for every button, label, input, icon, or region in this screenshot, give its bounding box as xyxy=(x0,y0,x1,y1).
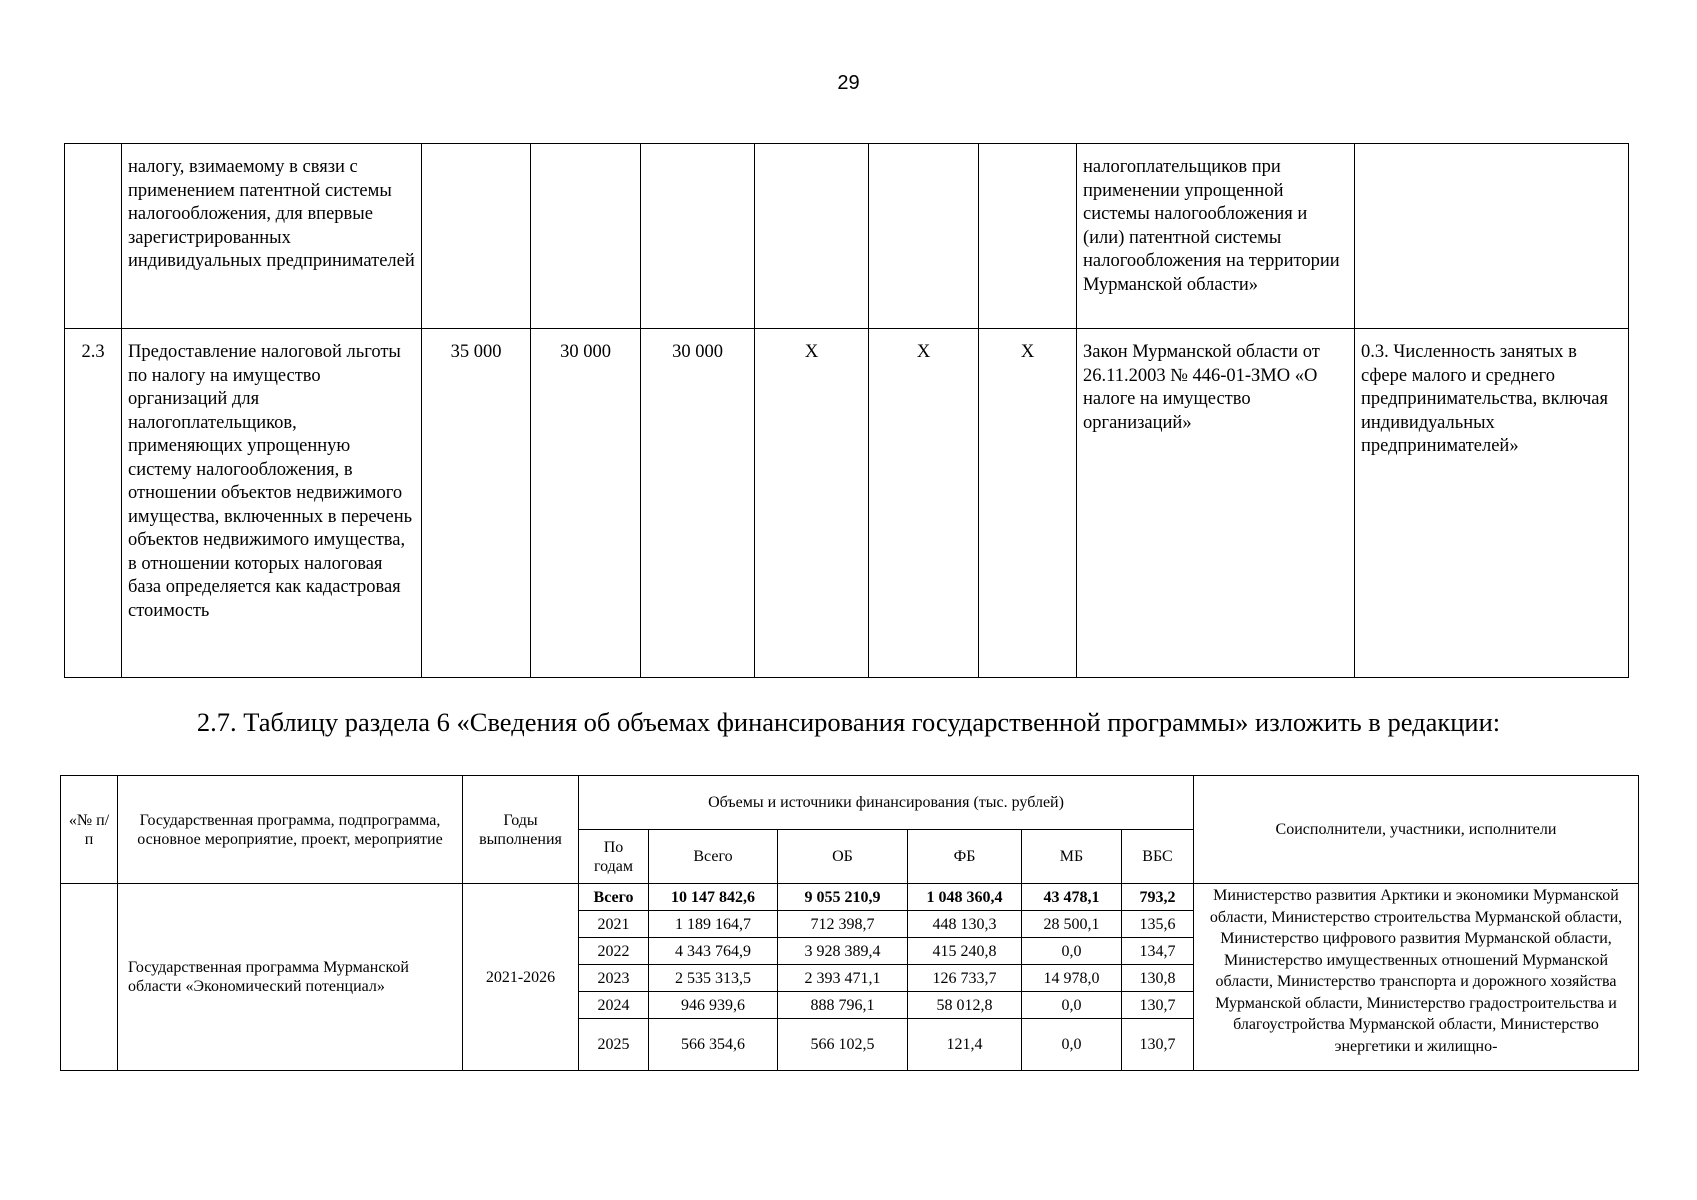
value-cell xyxy=(869,144,979,329)
total-cell: 2 535 313,5 xyxy=(649,965,778,992)
mb-cell: 0,0 xyxy=(1022,992,1122,1019)
header-fb: ФБ xyxy=(908,830,1022,884)
total-cell: 4 343 764,9 xyxy=(649,938,778,965)
value-cell xyxy=(755,144,869,329)
legal-basis: налогоплательщиков при применении упрощенной системы налогообложения и (или) патентной системы налогообложения на территории Мурманской области» xyxy=(1077,144,1355,329)
row-number xyxy=(65,144,122,329)
header-mb: МБ xyxy=(1022,830,1122,884)
value-cell xyxy=(531,144,641,329)
header-vbs: ВБС xyxy=(1122,830,1194,884)
table-row xyxy=(61,884,1639,911)
mb-cell: 43 478,1 xyxy=(1022,884,1122,911)
total-cell: 1 189 164,7 xyxy=(649,911,778,938)
legal-basis: Закон Мурманской области от 26.11.2003 № 446-01-ЗМО «О налоге на имущество организаций» xyxy=(1077,329,1355,678)
executors-list: Министерство развития Арктики и экономики Мурманской области, Министерство строительства Мурманской области, Министерство цифрового развития Мурманской области, Министерство имущественных отношений Мурманской области, Министерство транспорта и дорожного хозяйства Мурманской области, Министерство градостроительства и благоустройства Мурманской области, Министерство энергетики и жилищно- xyxy=(1194,884,1639,1071)
header-volumes: Объемы и источники финансирования (тыс. рублей) xyxy=(579,776,1194,830)
fb-cell: 448 130,3 xyxy=(908,911,1022,938)
row-number xyxy=(61,884,118,1071)
financing-table xyxy=(60,775,1639,1071)
header-num: «№ п/п xyxy=(61,776,118,884)
vbs-cell: 135,6 xyxy=(1122,911,1194,938)
value-cell: X xyxy=(979,329,1077,678)
year-cell: 2023 xyxy=(579,965,649,992)
value-cell: 30 000 xyxy=(531,329,641,678)
header-total: Всего xyxy=(649,830,778,884)
vbs-cell: 134,7 xyxy=(1122,938,1194,965)
total-cell: 946 939,6 xyxy=(649,992,778,1019)
year-cell: Всего xyxy=(579,884,649,911)
value-cell xyxy=(979,144,1077,329)
fb-cell: 58 012,8 xyxy=(908,992,1022,1019)
ob-cell: 2 393 471,1 xyxy=(778,965,908,992)
ob-cell: 888 796,1 xyxy=(778,992,908,1019)
table-row xyxy=(65,144,1629,329)
ob-cell: 712 398,7 xyxy=(778,911,908,938)
measure-description: налогу, взимаемому в связи с применением патентной системы налогообложения, для впервые зарегистрированных индивидуальных предпринимателей xyxy=(122,144,422,329)
program-name: Государственная программа Мурманской области «Экономический потенциал» xyxy=(118,884,463,1071)
row-number: 2.3 xyxy=(65,329,122,678)
vbs-cell: 130,8 xyxy=(1122,965,1194,992)
mb-cell: 14 978,0 xyxy=(1022,965,1122,992)
table-row xyxy=(65,329,1629,678)
value-cell: 35 000 xyxy=(422,329,531,678)
ob-cell: 3 928 389,4 xyxy=(778,938,908,965)
header-executors: Соисполнители, участники, исполнители xyxy=(1194,776,1639,884)
fb-cell: 1 048 360,4 xyxy=(908,884,1022,911)
header-row xyxy=(61,776,1639,830)
header-by-year: По годам xyxy=(579,830,649,884)
tax-benefits-table xyxy=(64,143,1629,678)
fb-cell: 126 733,7 xyxy=(908,965,1022,992)
header-ob: ОБ xyxy=(778,830,908,884)
page-number: 29 xyxy=(837,72,860,94)
year-cell: 2021 xyxy=(579,911,649,938)
mb-cell: 0,0 xyxy=(1022,938,1122,965)
target-indicator: 0.3. Численность занятых в сфере малого и среднего предпринимательства, включая индивидуальных предпринимателей» xyxy=(1355,329,1629,678)
section-heading: 2.7. Таблицу раздела 6 «Сведения об объемах финансирования государственной программы» изложить в редакции: xyxy=(196,707,1501,737)
measure-description: Предоставление налоговой льготы по налогу на имущество организаций для налогоплательщиков, применяющих упрощенную систему налогообложения, в отношении объектов недвижимого имущества, включенных в перечень объектов недвижимого имущества, в отношении которых налоговая база определяется как кадастровая стоимость xyxy=(122,329,422,678)
target-indicator xyxy=(1355,144,1629,329)
vbs-cell: 130,7 xyxy=(1122,1019,1194,1071)
mb-cell: 0,0 xyxy=(1022,1019,1122,1071)
value-cell: X xyxy=(755,329,869,678)
header-program: Государственная программа, подпрограмма, основное мероприятие, проект, мероприятие xyxy=(118,776,463,884)
value-cell: 30 000 xyxy=(641,329,755,678)
ob-cell: 9 055 210,9 xyxy=(778,884,908,911)
value-cell xyxy=(422,144,531,329)
vbs-cell: 130,7 xyxy=(1122,992,1194,1019)
header-years: Годы выполнения xyxy=(463,776,579,884)
fb-cell: 121,4 xyxy=(908,1019,1022,1071)
ob-cell: 566 102,5 xyxy=(778,1019,908,1071)
fb-cell: 415 240,8 xyxy=(908,938,1022,965)
value-cell: X xyxy=(869,329,979,678)
year-cell: 2025 xyxy=(579,1019,649,1071)
total-cell: 10 147 842,6 xyxy=(649,884,778,911)
mb-cell: 28 500,1 xyxy=(1022,911,1122,938)
value-cell xyxy=(641,144,755,329)
vbs-cell: 793,2 xyxy=(1122,884,1194,911)
total-cell: 566 354,6 xyxy=(649,1019,778,1071)
year-cell: 2022 xyxy=(579,938,649,965)
program-period: 2021-2026 xyxy=(463,884,579,1071)
year-cell: 2024 xyxy=(579,992,649,1019)
